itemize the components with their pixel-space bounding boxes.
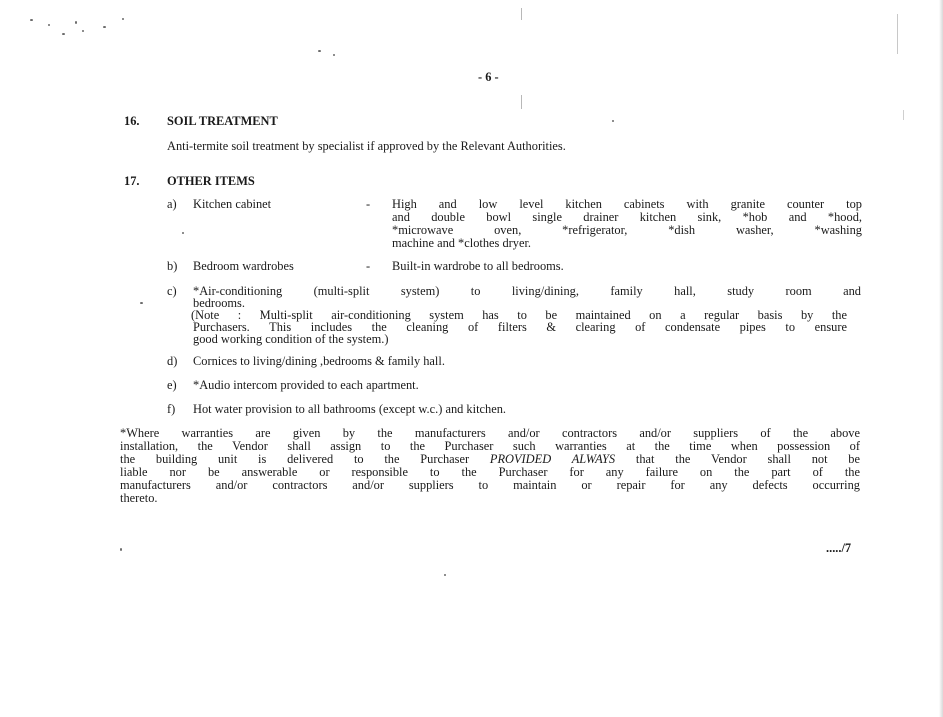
item-e-text: *Audio intercom provided to each apartment. [193,378,419,392]
scan-artifact-line [903,110,904,120]
item-b-letter: b) [167,259,178,273]
item-a-letter: a) [167,197,177,211]
provided-always-emphasis: PROVIDED ALWAYS [489,452,616,466]
scan-speck [333,54,335,56]
scan-speck [62,33,65,35]
scan-speck [82,30,84,32]
footnote-line: thereto. [120,491,158,505]
item-d-text: Cornices to living/dining ,bedrooms & family hall. [193,354,445,368]
continuation-marker: ...../7 [826,541,852,555]
section-17-number: 17. [124,174,140,188]
footnote-line: manufacturers and/or contractors and/or suppliers to maintain or repair for any defects occurring [120,478,860,492]
item-e-letter: e) [167,378,177,392]
scan-artifact-line [897,14,898,54]
item-b-dash: - [366,259,371,273]
item-f-text: Hot water provision to all bathrooms (except w.c.) and kitchen. [193,402,507,416]
item-c-line: bedrooms. [193,296,245,310]
scan-speck [30,19,33,21]
item-c-note-line: good working condition of the system.) [193,332,389,346]
item-a-label: Kitchen cabinet [193,197,272,211]
scan-speck [444,574,446,576]
item-d-letter: d) [167,354,178,368]
item-c-line: *Air-conditioning (multi-split system) to living/dining, family hall, study room and [193,284,861,298]
item-b-text: Built-in wardrobe to all bedrooms. [392,259,564,273]
item-a-line: *microwave oven, *refrigerator, *dish washer, *washing [392,223,862,237]
section-17-title: OTHER ITEMS [167,174,255,188]
item-c-note-line: (Note : Multi-split air-conditioning system has to be maintained on a regular basis by the [191,308,847,322]
footnote-line: *Where warranties are given by the manufacturers and/or contractors and/or suppliers of the above [120,426,860,440]
section-16-title: SOIL TREATMENT [167,114,278,128]
page-number: - 6 - [478,70,499,84]
section-16-number: 16. [124,114,140,128]
scan-speck [140,302,143,304]
scan-speck [120,548,122,551]
scan-artifact-line [521,8,522,20]
section-16-body: Anti-termite soil treatment by specialist if approved by the Relevant Authorities. [167,139,566,153]
item-a-line: High and low level kitchen cabinets with granite counter top [392,197,862,211]
item-c-letter: c) [167,284,177,298]
scan-edge-shadow [939,0,943,717]
scan-artifact-line [521,95,522,109]
footnote-text: the building unit is delivered to the Purchaser [120,452,490,466]
scan-speck [122,18,124,20]
footnote-line: liable nor be answerable or responsible to the Purchaser for any failure on the part of the [120,465,860,479]
scan-speck [182,232,184,234]
scan-speck [75,21,77,24]
scan-speck [48,24,50,26]
item-a-line: machine and *clothes dryer. [392,236,532,250]
item-c-note-line: Purchasers. This includes the cleaning of filters & clearing of condensate pipes to ensure [193,320,847,334]
item-a-dash: - [366,197,371,211]
scan-speck [103,26,106,28]
scan-speck [612,120,614,122]
item-f-letter: f) [167,402,176,416]
scan-speck [318,50,321,52]
item-a-line: and double bowl single drainer kitchen sink, *hob and *hood, [392,210,862,224]
footnote-text: that the Vendor shall not be [615,452,860,466]
footnote-line: installation, the Vendor shall assign to the Purchaser such warranties at the time when possession of [120,439,860,453]
item-b-label: Bedroom wardrobes [193,259,294,273]
